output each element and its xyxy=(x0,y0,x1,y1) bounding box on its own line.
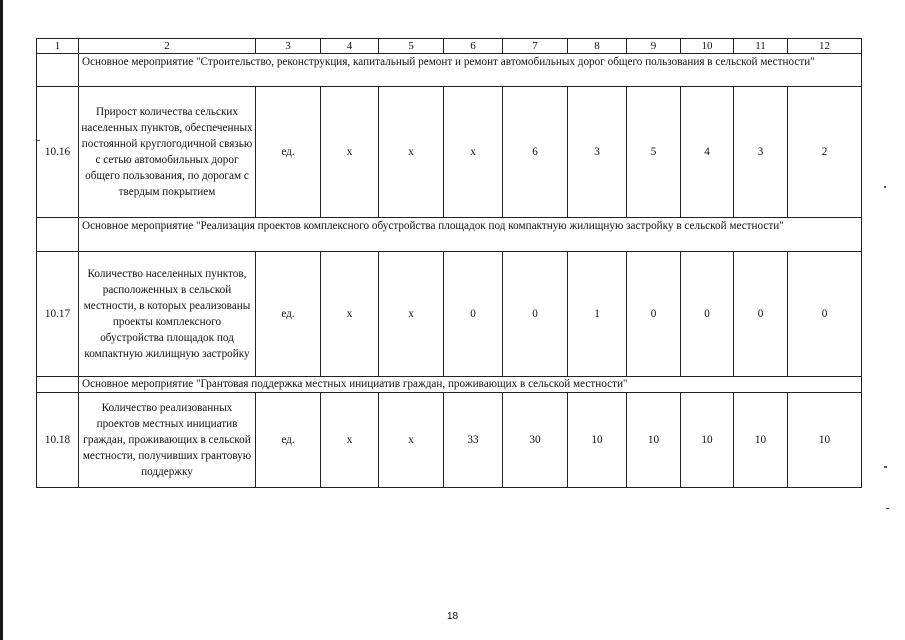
section-header-row xyxy=(37,377,862,393)
section-title: Основное мероприятие "Грантовая поддержка местных инициатив граждан, проживающих в сельской местности" xyxy=(79,377,862,393)
value-cell: х xyxy=(321,252,379,377)
column-header: 5 xyxy=(379,39,444,54)
value-cell: 33 xyxy=(444,393,503,488)
column-number-row xyxy=(37,39,862,54)
column-header: 11 xyxy=(734,39,788,54)
indicator-name: Количество населенных пунктов, расположенных в сельской местности, в которых реализованы проекты комплексного обустройства площадок под компактную жилищную застройку xyxy=(79,252,256,377)
section-code-cell xyxy=(37,54,79,87)
column-header: 10 xyxy=(681,39,734,54)
indicator-table xyxy=(36,38,862,488)
section-code-cell xyxy=(37,377,79,393)
value-cell: 0 xyxy=(734,252,788,377)
value-cell: 3 xyxy=(734,87,788,218)
page-number: 18 xyxy=(446,611,459,622)
column-header: 9 xyxy=(627,39,681,54)
section-header-row xyxy=(37,54,862,87)
value-cell: 0 xyxy=(503,252,568,377)
value-cell: х xyxy=(321,393,379,488)
column-header: 6 xyxy=(444,39,503,54)
value-cell: 3 xyxy=(568,87,627,218)
section-title: Основное мероприятие "Строительство, реконструкция, капитальный ремонт и ремонт автомобильных дорог общего пользования в сельской местности" xyxy=(79,54,862,87)
value-cell: 4 xyxy=(681,87,734,218)
table-row xyxy=(37,252,862,377)
value-cell: 10 xyxy=(627,393,681,488)
scan-speck xyxy=(884,466,887,468)
value-cell: 2 xyxy=(788,87,862,218)
section-header-row xyxy=(37,218,862,252)
value-cell: 0 xyxy=(444,252,503,377)
column-header: 1 xyxy=(37,39,79,54)
value-cell: 10 xyxy=(734,393,788,488)
value-cell: х xyxy=(379,393,444,488)
value-cell: 1 xyxy=(568,252,627,377)
table-row xyxy=(37,393,862,488)
column-header: 12 xyxy=(788,39,862,54)
value-cell: 10 xyxy=(681,393,734,488)
value-cell: 10 xyxy=(568,393,627,488)
column-header: 7 xyxy=(503,39,568,54)
indicator-unit: ед. xyxy=(256,393,321,488)
scan-speck xyxy=(884,186,886,188)
value-cell: х xyxy=(321,87,379,218)
value-cell: 10 xyxy=(788,393,862,488)
section-title: Основное мероприятие "Реализация проектов комплексного обустройства площадок под компактную жилищную застройку в сельской местности" xyxy=(79,218,862,252)
value-cell: 0 xyxy=(681,252,734,377)
indicator-code: 10.16 xyxy=(37,87,79,218)
column-header: 8 xyxy=(568,39,627,54)
value-cell: 6 xyxy=(503,87,568,218)
section-code-cell xyxy=(37,218,79,252)
indicator-unit: ед. xyxy=(256,87,321,218)
scan-edge xyxy=(0,0,3,640)
value-cell: 5 xyxy=(627,87,681,218)
indicator-unit: ед. xyxy=(256,252,321,377)
column-header: 4 xyxy=(321,39,379,54)
value-cell: х xyxy=(444,87,503,218)
value-cell: 0 xyxy=(627,252,681,377)
value-cell: х xyxy=(379,87,444,218)
indicator-name: Количество реализованных проектов местных инициатив граждан, проживающих в сельской местности, получивших грантовую поддержку xyxy=(79,393,256,488)
value-cell: 0 xyxy=(788,252,862,377)
value-cell: 30 xyxy=(503,393,568,488)
indicator-code: 10.17 xyxy=(37,252,79,377)
value-cell: х xyxy=(379,252,444,377)
scan-speck xyxy=(886,508,889,509)
indicator-code: 10.18 xyxy=(37,393,79,488)
indicator-name: Прирост количества сельских населенных пунктов, обеспеченных постоянной круглогодичной связью с сетью автомобильных дорог общего пользования, по дорогам с твердым покрытием xyxy=(79,87,256,218)
table-row xyxy=(37,87,862,218)
column-header: 2 xyxy=(79,39,256,54)
column-header: 3 xyxy=(256,39,321,54)
